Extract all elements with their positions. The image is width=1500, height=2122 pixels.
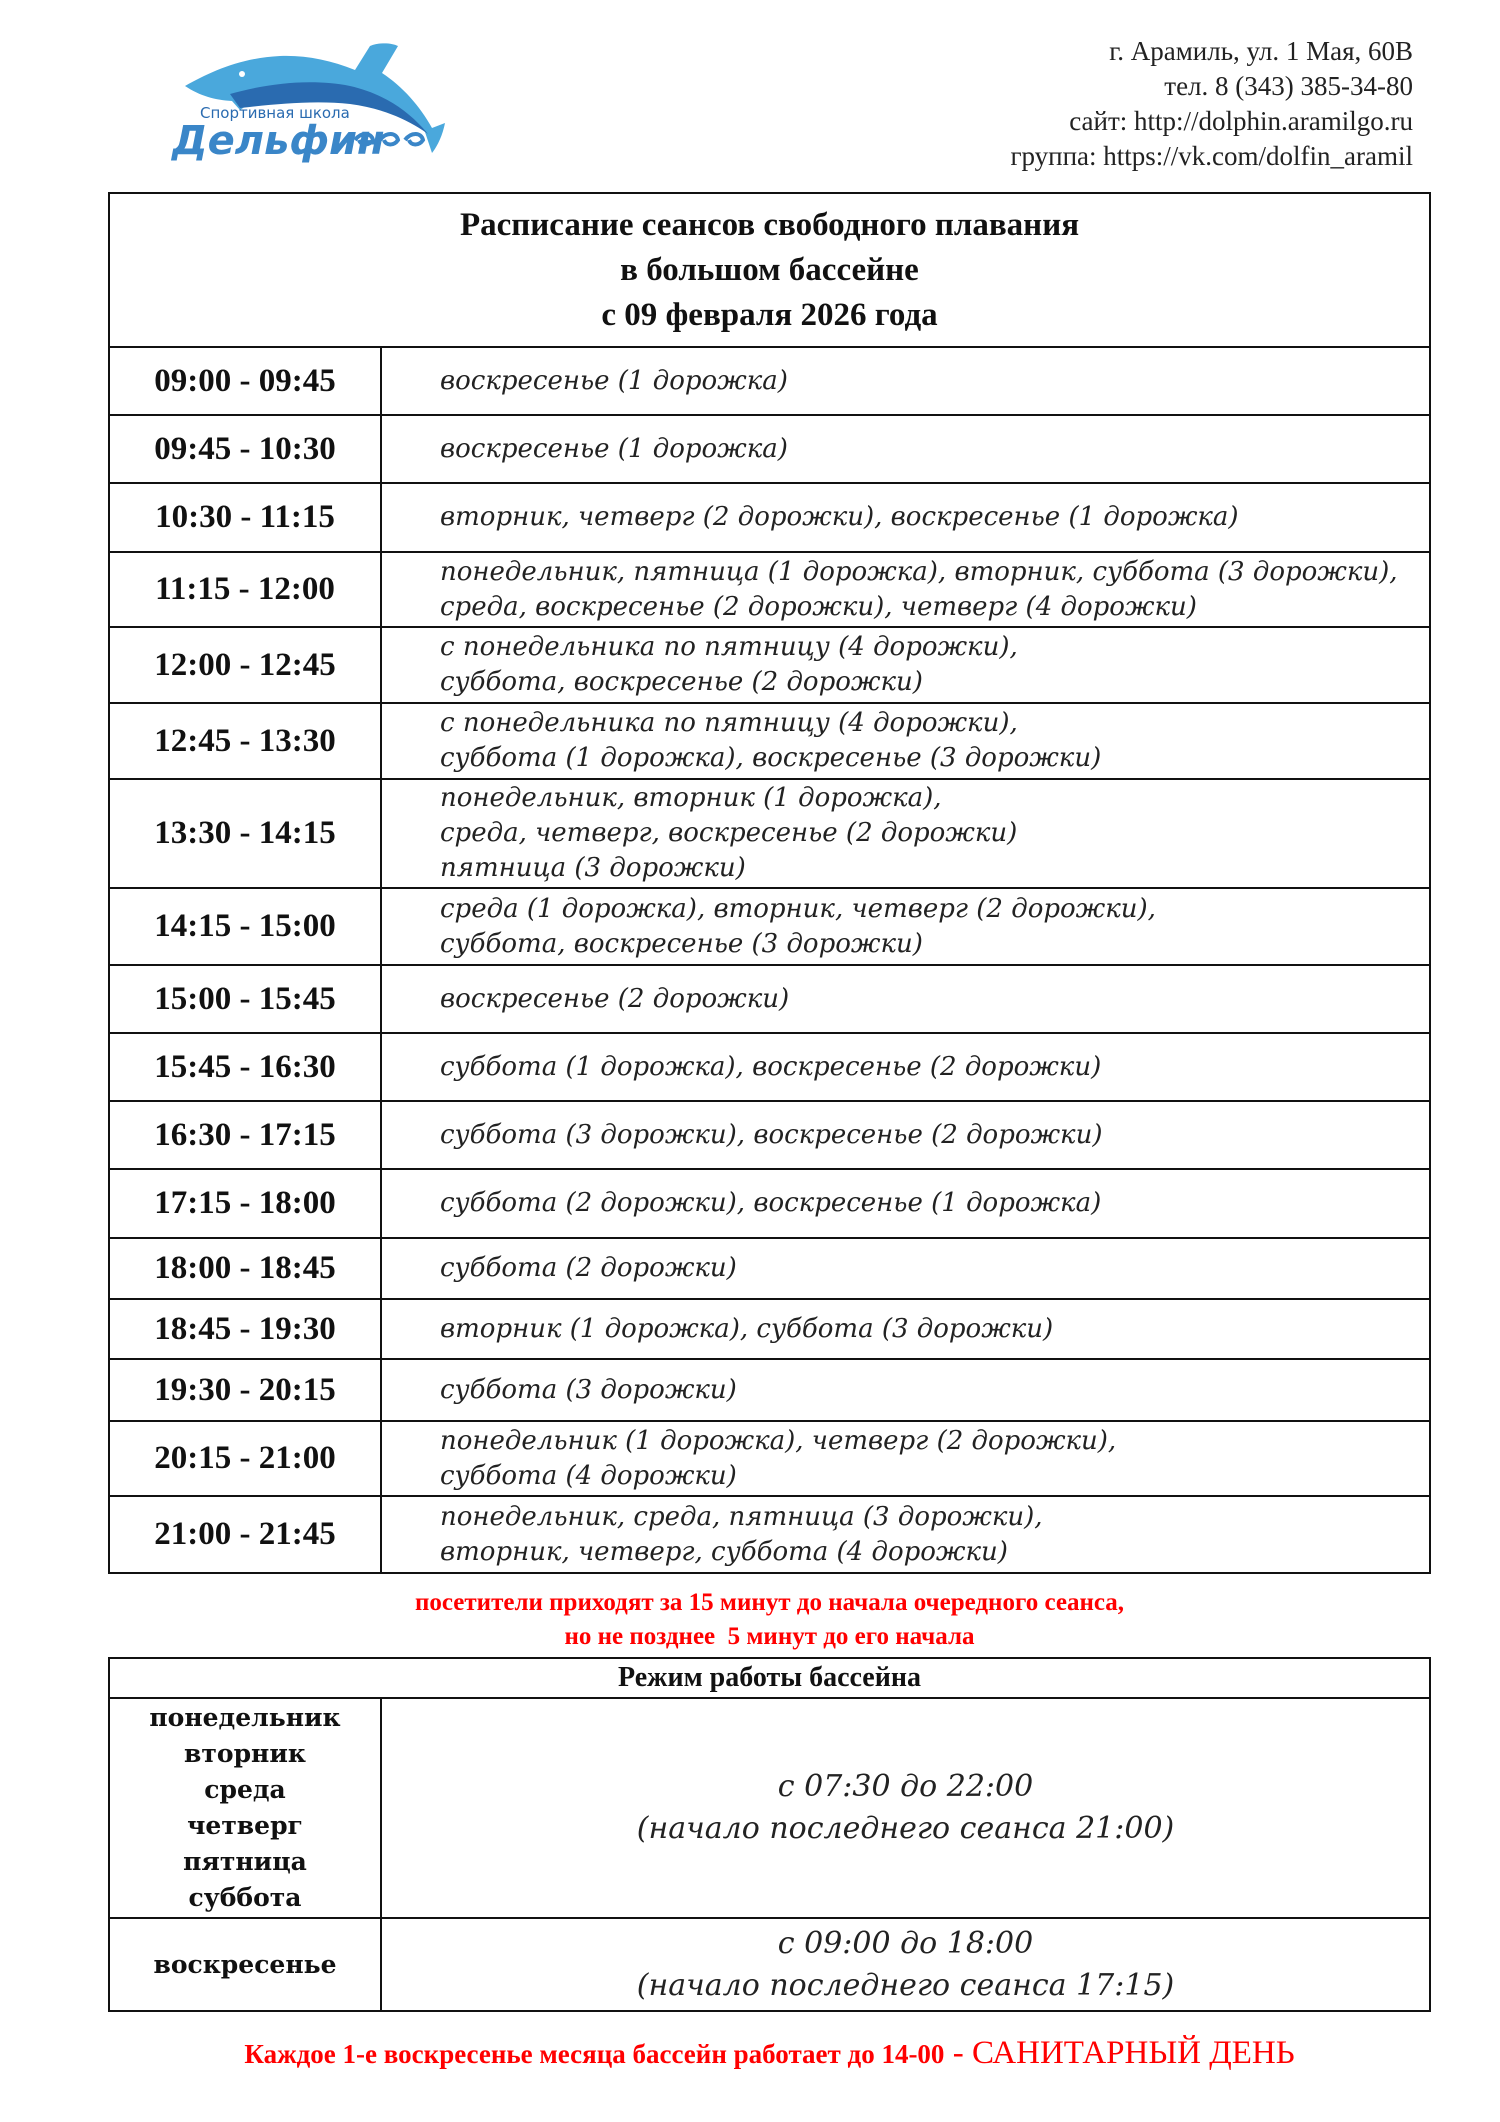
lane-line: среда (1 дорожка), вторник, четверг (2 дорожки), (440, 893, 1156, 924)
sanitary-day-highlight: САНИТАРНЫЙ ДЕНЬ (971, 2035, 1295, 2071)
schedule-row (109, 1101, 1430, 1169)
schedule-row (109, 1169, 1430, 1238)
lane-line: воскресенье (1 дорожка) (440, 365, 788, 396)
schedule-row (109, 1359, 1430, 1421)
session-lanes (381, 483, 1430, 552)
session-lanes (381, 1169, 1430, 1238)
session-lanes (381, 1359, 1430, 1421)
session-time: 09:00 - 09:45 (109, 347, 381, 415)
school-logo (170, 28, 470, 163)
session-time: 15:00 - 15:45 (109, 965, 381, 1033)
lane-line: понедельник, пятница (1 дорожка), вторник, суббота (3 дорожки), (440, 556, 1398, 587)
lane-line: суббота, воскресенье (2 дорожки) (440, 667, 923, 697)
schedule-row (109, 1033, 1430, 1101)
session-lanes (381, 1033, 1430, 1101)
lane-line: вторник, четверг (2 дорожки), воскресенье (1 дорожка) (440, 502, 1239, 532)
lane-line: вторник, четверг, суббота (4 дорожки) (440, 1536, 1008, 1567)
session-time: 18:00 - 18:45 (109, 1238, 381, 1299)
session-lanes (381, 1421, 1430, 1496)
session-lanes (381, 627, 1430, 703)
schedule-table (108, 192, 1431, 1574)
svg-text:Спортивная школа: Спортивная школа (200, 104, 350, 122)
lane-line: понедельник (1 дорожка), четверг (2 дорожки), (440, 1425, 1117, 1456)
lane-line: среда, четверг, воскресенье (2 дорожки) (440, 818, 1018, 848)
schedule-row (109, 483, 1430, 552)
phone: тел. 8 (343) 385-34-80 (1164, 71, 1413, 101)
session-time: 19:30 - 20:15 (109, 1359, 381, 1421)
session-time: 14:15 - 15:00 (109, 888, 381, 965)
lane-line: понедельник, вторник (1 дорожка), (440, 783, 942, 813)
working-hours-title: Режим работы бассейна (109, 1658, 1430, 1698)
lane-line: пятница (3 дорожки) (440, 853, 746, 883)
session-time: 21:00 - 21:45 (109, 1496, 381, 1573)
session-time: 12:45 - 13:30 (109, 703, 381, 779)
schedule-row (109, 552, 1430, 627)
website-link[interactable]: сайт: http://dolphin.aramilgo.ru (1069, 106, 1413, 136)
dolphin-icon (170, 28, 470, 163)
lane-line: с понедельника по пятницу (4 дорожки), (440, 708, 1018, 738)
sunday-label: воскресенье (109, 1918, 381, 2011)
sunday-hours: с 09:00 до 18:00 (начало последнего сеанса 17:15) (381, 1918, 1430, 2011)
lane-line: с понедельника по пятницу (4 дорожки), (440, 632, 1018, 662)
session-time: 09:45 - 10:30 (109, 415, 381, 483)
session-lanes (381, 965, 1430, 1033)
lane-line: суббота, воскресенье (3 дорожки) (440, 928, 923, 959)
session-time: 18:45 - 19:30 (109, 1299, 381, 1359)
session-time: 13:30 - 14:15 (109, 779, 381, 888)
session-time: 15:45 - 16:30 (109, 1033, 381, 1101)
session-lanes (381, 347, 1430, 415)
schedule-row (109, 888, 1430, 965)
lane-line: понедельник, среда, пятница (3 дорожки), (440, 1501, 1043, 1532)
lane-line: суббота (2 дорожки), воскресенье (1 дорожка) (440, 1188, 1102, 1218)
working-hours-table (108, 1657, 1431, 2012)
schedule-title: Расписание сеансов свободного плавания в большом бассейне с 09 февраля 2026 года (109, 193, 1430, 347)
weekday-hours-row (109, 1698, 1430, 1918)
sunday-hours-row (109, 1918, 1430, 2011)
arrival-note: посетители приходят за 15 минут до начала очередного сеанса, но не позднее 5 минут до его начала (415, 1589, 1124, 1650)
session-time: 17:15 - 18:00 (109, 1169, 381, 1238)
contact-info (1010, 34, 1413, 174)
session-lanes (381, 552, 1430, 627)
schedule-row (109, 1421, 1430, 1496)
lane-line: суббота (3 дорожки) (440, 1374, 737, 1405)
lane-line: воскресенье (1 дорожка) (440, 433, 788, 464)
address: г. Арамиль, ул. 1 Мая, 60В (1109, 36, 1413, 66)
schedule-row (109, 779, 1430, 888)
lane-line: среда, воскресенье (2 дорожки), четверг (4 дорожки) (440, 591, 1197, 622)
session-time: 12:00 - 12:45 (109, 627, 381, 703)
schedule-row (109, 1496, 1430, 1573)
session-lanes (381, 415, 1430, 483)
lane-line: воскресенье (2 дорожки) (440, 983, 790, 1014)
lane-line: вторник (1 дорожка), суббота (3 дорожки) (440, 1313, 1054, 1344)
svg-text:Дельфин: Дельфин (172, 118, 385, 163)
weekday-list: понедельник вторник среда четверг пятница суббота (109, 1698, 381, 1918)
vk-group-link[interactable]: группа: https://vk.com/dolfin_aramil (1010, 141, 1413, 171)
schedule-row (109, 1238, 1430, 1299)
session-time: 20:15 - 21:00 (109, 1421, 381, 1496)
session-lanes (381, 1496, 1430, 1573)
schedule-row (109, 415, 1430, 483)
session-time: 10:30 - 11:15 (109, 483, 381, 552)
schedule-row (109, 965, 1430, 1033)
lane-line: суббота (1 дорожка), воскресенье (3 дорожки) (440, 743, 1102, 773)
session-lanes (381, 1238, 1430, 1299)
lane-line: суббота (3 дорожки), воскресенье (2 дорожки) (440, 1119, 1103, 1150)
schedule-row (109, 703, 1430, 779)
schedule-row (109, 627, 1430, 703)
lane-line: суббота (4 дорожки) (440, 1460, 737, 1491)
session-lanes (381, 888, 1430, 965)
schedule-row (109, 1299, 1430, 1359)
session-time: 16:30 - 17:15 (109, 1101, 381, 1169)
weekday-hours: с 07:30 до 22:00 (начало последнего сеанса 21:00) (381, 1698, 1430, 1918)
session-lanes (381, 703, 1430, 779)
schedule-title-row (109, 193, 1430, 347)
session-lanes (381, 1101, 1430, 1169)
lane-line: суббота (1 дорожка), воскресенье (2 дорожки) (440, 1051, 1102, 1082)
lane-line: суббота (2 дорожки) (440, 1253, 737, 1283)
session-lanes (381, 1299, 1430, 1359)
session-lanes (381, 779, 1430, 888)
schedule-row (109, 347, 1430, 415)
session-time: 11:15 - 12:00 (109, 552, 381, 627)
sanitary-day-note: Каждое 1-е воскресенье месяца бассейн работает до 14-00 - САНИТАРНЫЙ ДЕНЬ (244, 2035, 1295, 2071)
